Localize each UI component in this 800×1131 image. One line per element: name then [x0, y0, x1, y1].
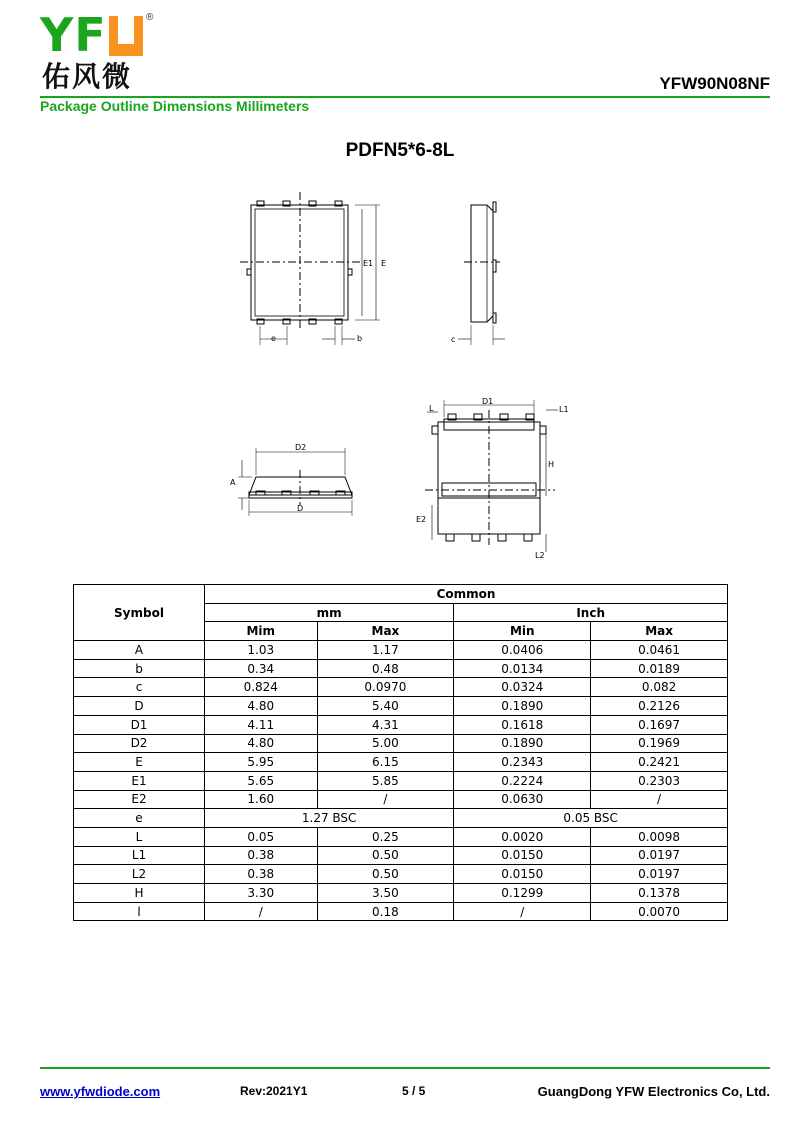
cell-symbol: D2: [74, 734, 205, 753]
logo-letters: YF: [40, 12, 143, 58]
symbol-header: Symbol: [74, 585, 205, 641]
footer-divider: [40, 1067, 770, 1069]
cell-symbol: L: [74, 827, 205, 846]
dim-label-a: A: [230, 478, 236, 487]
cell-inch-max: 0.1378: [591, 884, 728, 903]
website-link[interactable]: www.yfwdiode.com: [40, 1084, 161, 1099]
table-row: [74, 827, 728, 846]
cell-mm-min: 0.824: [205, 678, 318, 697]
cell-mm-max: 0.50: [317, 846, 454, 865]
cell-mm-bsc: 1.27 BSC: [205, 809, 454, 828]
side-view: [458, 202, 505, 345]
cell-inch-max: 0.1697: [591, 715, 728, 734]
dim-label-d2: D2: [295, 443, 307, 452]
cell-mm-max: 5.40: [317, 697, 454, 716]
cell-symbol: e: [74, 809, 205, 828]
table-row: [74, 902, 728, 921]
cell-symbol: D: [74, 697, 205, 716]
cell-symbol: l: [74, 902, 205, 921]
cell-inch-min: 0.1299: [454, 884, 591, 903]
cell-mm-min: 1.60: [205, 790, 318, 809]
table-header-row: [74, 585, 728, 604]
company-name: GuangDong YFW Electronics Co, Ltd.: [537, 1084, 770, 1099]
cell-symbol: b: [74, 659, 205, 678]
dim-label-l1: L1: [559, 405, 569, 414]
cell-mm-max: 4.31: [317, 715, 454, 734]
cell-symbol: E1: [74, 771, 205, 790]
cell-mm-max: 0.50: [317, 865, 454, 884]
dim-label-e: e: [271, 334, 276, 343]
section-title: Package Outline Dimensions Millimeters: [40, 98, 310, 114]
cell-mm-min: 5.65: [205, 771, 318, 790]
cell-inch-max: 0.082: [591, 678, 728, 697]
cell-inch-max: 0.0098: [591, 827, 728, 846]
dim-label-e-width: E: [381, 259, 387, 268]
cell-mm-max: 5.00: [317, 734, 454, 753]
dim-label-l2: L2: [535, 551, 545, 560]
mm-max-header: Max: [317, 622, 454, 641]
cell-inch-max: 0.2421: [591, 753, 728, 772]
cell-inch-max: 0.2303: [591, 771, 728, 790]
cell-symbol: H: [74, 884, 205, 903]
cell-mm-min: 4.80: [205, 734, 318, 753]
cell-inch-max: 0.0070: [591, 902, 728, 921]
cell-inch-min: 0.0406: [454, 641, 591, 660]
table-row: [74, 641, 728, 660]
cell-inch-min: 0.0630: [454, 790, 591, 809]
cell-inch-min: /: [454, 902, 591, 921]
logo-chinese-name: 佑风微: [42, 60, 133, 93]
cell-mm-min: 5.95: [205, 753, 318, 772]
registered-mark: ®: [146, 12, 154, 23]
cell-inch-min: 0.2343: [454, 753, 591, 772]
cell-inch-max: 0.1969: [591, 734, 728, 753]
cell-mm-max: 0.25: [317, 827, 454, 846]
dimensions-table: [73, 584, 728, 921]
table-row: [74, 753, 728, 772]
cell-symbol: E2: [74, 790, 205, 809]
dim-label-d1: D1: [482, 397, 494, 406]
table-row: [74, 678, 728, 697]
revision: Rev:2021Y1: [240, 1084, 308, 1098]
cell-mm-min: 4.80: [205, 697, 318, 716]
dim-label-e1: E1: [363, 259, 374, 268]
cell-mm-min: 1.03: [205, 641, 318, 660]
dim-label-l: L: [429, 404, 434, 413]
cell-mm-max: 0.18: [317, 902, 454, 921]
cell-mm-max: 1.17: [317, 641, 454, 660]
table-row: [74, 846, 728, 865]
cell-mm-min: 0.05: [205, 827, 318, 846]
table-row: [74, 659, 728, 678]
cell-inch-min: 0.0150: [454, 865, 591, 884]
dim-label-b: b: [357, 334, 363, 343]
cell-inch-min: 0.1618: [454, 715, 591, 734]
dim-label-d: D: [297, 504, 304, 513]
cell-inch-min: 0.2224: [454, 771, 591, 790]
cell-mm-min: 0.38: [205, 846, 318, 865]
cell-symbol: A: [74, 641, 205, 660]
cell-inch-bsc: 0.05 BSC: [454, 809, 728, 828]
cell-symbol: E: [74, 753, 205, 772]
cell-inch-min: 0.1890: [454, 734, 591, 753]
cell-symbol: D1: [74, 715, 205, 734]
cell-mm-min: 0.38: [205, 865, 318, 884]
cell-symbol: c: [74, 678, 205, 697]
cell-inch-min: 0.0150: [454, 846, 591, 865]
cell-symbol: L2: [74, 865, 205, 884]
mm-header: mm: [205, 603, 454, 622]
top-view: [240, 192, 380, 345]
inch-header: Inch: [454, 603, 728, 622]
table-row: [74, 790, 728, 809]
inch-min-header: Min: [454, 622, 591, 641]
cell-inch-min: 0.0134: [454, 659, 591, 678]
cell-inch-max: 0.0197: [591, 846, 728, 865]
cell-mm-max: 6.15: [317, 753, 454, 772]
dim-label-h: H: [548, 460, 555, 469]
cell-inch-max: 0.0461: [591, 641, 728, 660]
table-row: [74, 865, 728, 884]
table-row: [74, 771, 728, 790]
dim-label-c: c: [451, 335, 456, 344]
cell-mm-max: 0.48: [317, 659, 454, 678]
inch-max-header: Max: [591, 622, 728, 641]
common-header: Common: [205, 585, 728, 604]
cell-inch-max: 0.2126: [591, 697, 728, 716]
bottom-view: [425, 400, 558, 552]
table-row: [74, 734, 728, 753]
cell-mm-max: 5.85: [317, 771, 454, 790]
cell-inch-max: /: [591, 790, 728, 809]
package-title: PDFN5*6-8L: [345, 140, 455, 161]
mm-min-header: Mim: [205, 622, 318, 641]
cell-symbol: L1: [74, 846, 205, 865]
table-row: [74, 715, 728, 734]
cell-mm-min: /: [205, 902, 318, 921]
table-row: [74, 884, 728, 903]
dim-label-e2: E2: [416, 515, 427, 524]
cell-mm-max: /: [317, 790, 454, 809]
cell-inch-min: 0.1890: [454, 697, 591, 716]
cell-mm-min: 0.34: [205, 659, 318, 678]
front-view: [238, 448, 352, 516]
table-row: [74, 809, 728, 828]
cell-mm-min: 3.30: [205, 884, 318, 903]
cell-mm-min: 4.11: [205, 715, 318, 734]
cell-inch-min: 0.0324: [454, 678, 591, 697]
cell-mm-max: 0.0970: [317, 678, 454, 697]
table-row: [74, 697, 728, 716]
cell-inch-max: 0.0189: [591, 659, 728, 678]
cell-inch-min: 0.0020: [454, 827, 591, 846]
cell-inch-max: 0.0197: [591, 865, 728, 884]
cell-mm-max: 3.50: [317, 884, 454, 903]
part-number: YFW90N08NF: [659, 74, 770, 93]
page-number: 5 / 5: [402, 1084, 426, 1098]
